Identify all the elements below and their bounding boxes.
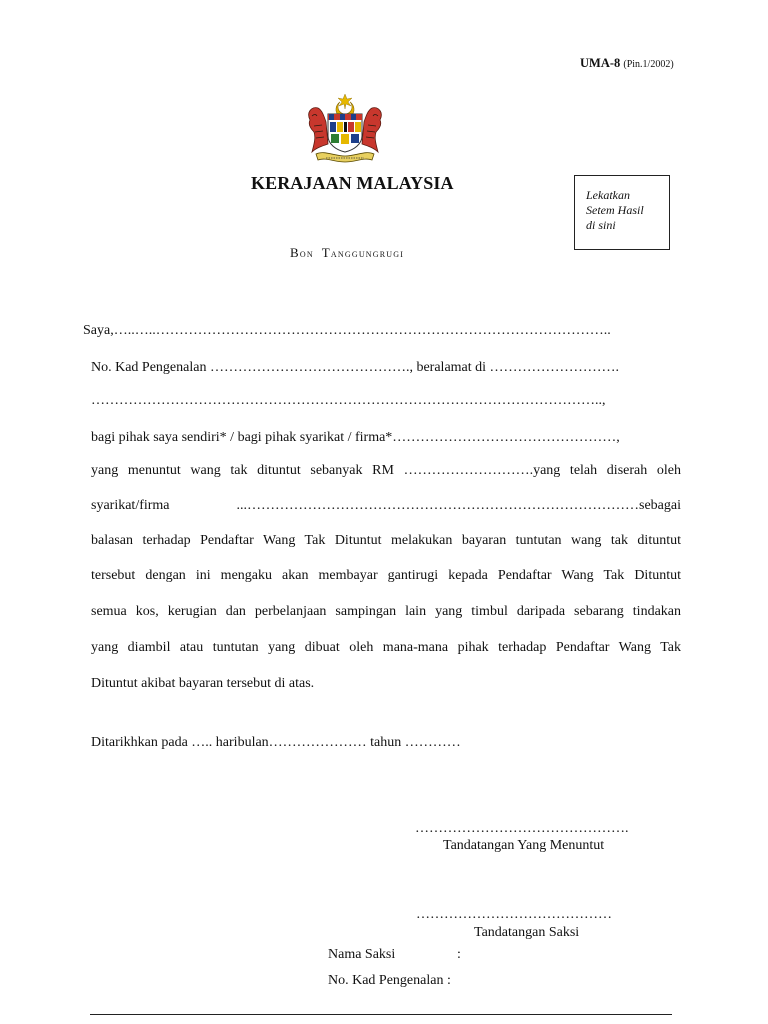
witness-signature-field: …………………………………… (416, 907, 612, 922)
ic-address-line: No. Kad Pengenalan ……………………………………., beralamat di ………………………. (91, 360, 620, 375)
page-title: KERAJAAN MALAYSIA (251, 173, 454, 193)
date-line: Ditarikhkan pada ….. haribulan………………… tahun ………… (91, 735, 461, 750)
body-paragraph-line: tersebut dengan ini mengaku akan membayar gantirugi kepada Pendaftar Wang Tak Dituntut (91, 568, 681, 583)
claimant-signature-field: ………………………………………. (415, 821, 629, 836)
stamp-box-line: di sini (586, 218, 616, 232)
revenue-stamp-box (574, 175, 670, 250)
claimant-signature-label: Tandatangan Yang Menuntut (443, 838, 605, 853)
witness-name-colon: : (457, 947, 461, 962)
form-code (580, 56, 674, 71)
stamp-box-line: Lekatkan (586, 188, 630, 202)
body-paragraph-line: semua kos, kerugian dan perbelanjaan sampingan lain yang timbul daripada sebarang tindakan (91, 604, 681, 619)
witness-signature-label: Tandatangan Saksi (474, 925, 580, 940)
coat-of-arms-icon (304, 92, 386, 166)
company-line: syarikat/firma ...…………………………………………………………………………sebagai (91, 498, 681, 513)
declarant-name-line: Saya,…..…..…………………………………………………………………………………….. (83, 323, 611, 338)
stamp-box-line: Setem Hasil (586, 203, 644, 217)
witness-name-label: Nama Saksi (328, 947, 396, 962)
bottom-divider (90, 1014, 672, 1015)
document-subtitle: Bon Tanggungrugi (290, 245, 405, 260)
body-paragraph-line: yang diambil atau tuntutan yang dibuat oleh mana-mana pihak terhadap Pendaftar Wang Tak (91, 640, 681, 655)
claim-amount-line: yang menuntut wang tak dituntut sebanyak RM ……………………….yang telah diserah oleh (91, 463, 681, 478)
behalf-line: bagi pihak saya sendiri* / bagi pihak syarikat / firma*…………………………………………, (91, 430, 620, 445)
address-continuation-line: ……………………………………………………………………………………………….., (91, 393, 606, 408)
form-code-number: UMA-8 (580, 56, 621, 70)
form-revision: (Pin.1/2002) (623, 59, 674, 70)
body-paragraph-line: balasan terhadap Pendaftar Wang Tak Dituntut melakukan bayaran tuntutan wang tak dituntut (91, 533, 681, 548)
body-paragraph-line: Dituntut akibat bayaran tersebut di atas. (91, 676, 315, 691)
witness-ic-label: No. Kad Pengenalan : (328, 973, 451, 988)
